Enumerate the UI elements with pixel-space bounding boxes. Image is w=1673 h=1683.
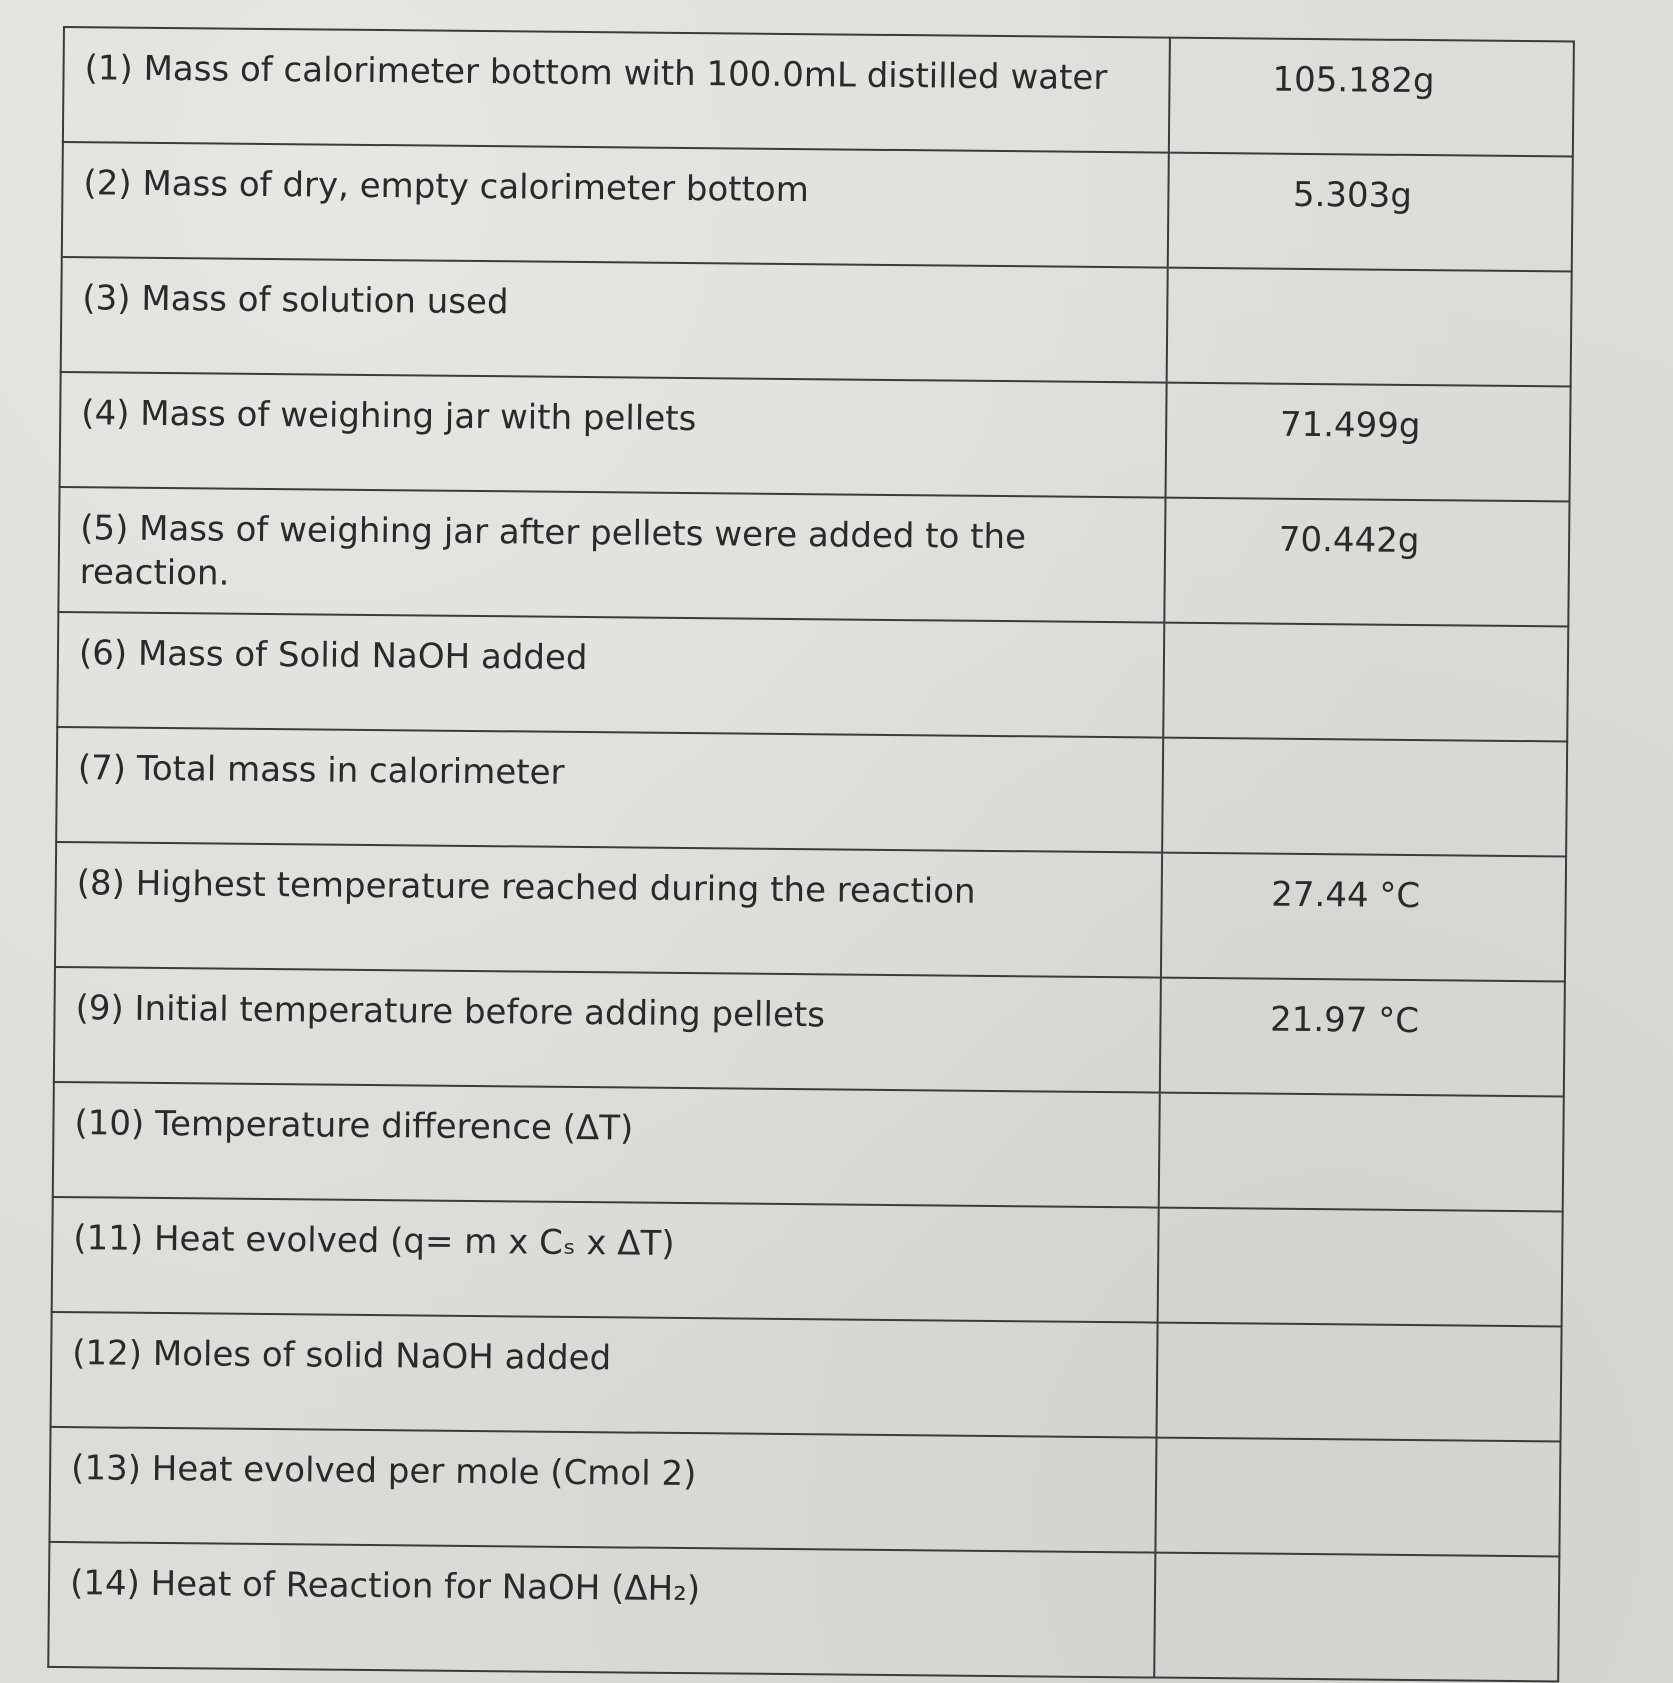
row-value	[1166, 383, 1571, 502]
row-value[interactable]	[1158, 1208, 1563, 1327]
row-label: (2) Mass of dry, empty calorimeter bottom	[62, 142, 1169, 268]
row-value[interactable]	[1162, 738, 1567, 857]
row-label: (7) Total mass in calorimeter	[56, 727, 1163, 853]
row-value	[1168, 153, 1573, 272]
row-value[interactable]	[1157, 1323, 1562, 1442]
table-row	[48, 1542, 1559, 1681]
row-value-text: 70.442g	[1278, 519, 1420, 562]
table-row	[51, 1312, 1562, 1441]
table-row	[62, 142, 1573, 271]
row-label: (5) Mass of weighing jar after pellets were added to the reaction.	[58, 487, 1165, 623]
table-row	[61, 257, 1572, 386]
row-label: (10) Temperature difference (ΔT)	[53, 1082, 1160, 1208]
row-value[interactable]	[1159, 1093, 1564, 1212]
row-value	[1169, 38, 1574, 157]
row-value[interactable]	[1154, 1553, 1559, 1682]
row-label: (14) Heat of Reaction for NaOH (ΔH₂)	[48, 1542, 1155, 1678]
row-value-text: 27.44 °C	[1271, 874, 1421, 917]
row-label: (9) Initial temperature before adding pellets	[54, 967, 1161, 1093]
row-label: (3) Mass of solution used	[61, 257, 1168, 383]
row-value-text: 71.499g	[1279, 404, 1421, 447]
row-value[interactable]	[1163, 623, 1568, 742]
row-value	[1160, 978, 1565, 1097]
row-value[interactable]	[1155, 1438, 1560, 1557]
table-row	[60, 372, 1571, 501]
table-row	[56, 727, 1567, 856]
table-row	[49, 1427, 1560, 1556]
row-value	[1161, 853, 1566, 982]
table-row	[57, 612, 1568, 741]
table-row	[52, 1197, 1563, 1326]
row-value-text: 105.182g	[1272, 59, 1435, 102]
table-row	[54, 967, 1565, 1096]
table-row	[53, 1082, 1564, 1211]
row-value	[1164, 498, 1569, 627]
row-value-text: 5.303g	[1292, 174, 1413, 216]
row-label: (11) Heat evolved (q= m x Cₛ x ΔT)	[52, 1197, 1159, 1323]
row-label: (1) Mass of calorimeter bottom with 100.0mL distilled water	[63, 27, 1170, 153]
table-row	[58, 487, 1569, 626]
row-label: (8) Highest temperature reached during the reaction	[55, 842, 1162, 978]
calorimetry-data-table	[47, 26, 1575, 1682]
row-label: (12) Moles of solid NaOH added	[51, 1312, 1158, 1438]
row-value-text: 21.97 °C	[1269, 999, 1420, 1042]
worksheet-page	[47, 26, 1572, 1660]
row-label: (4) Mass of weighing jar with pellets	[60, 372, 1167, 498]
table-row	[63, 27, 1574, 156]
row-label: (13) Heat evolved per mole (Cmol 2)	[49, 1427, 1156, 1553]
table-row	[55, 842, 1566, 981]
row-label: (6) Mass of Solid NaOH added	[57, 612, 1164, 738]
row-value[interactable]	[1167, 268, 1572, 387]
